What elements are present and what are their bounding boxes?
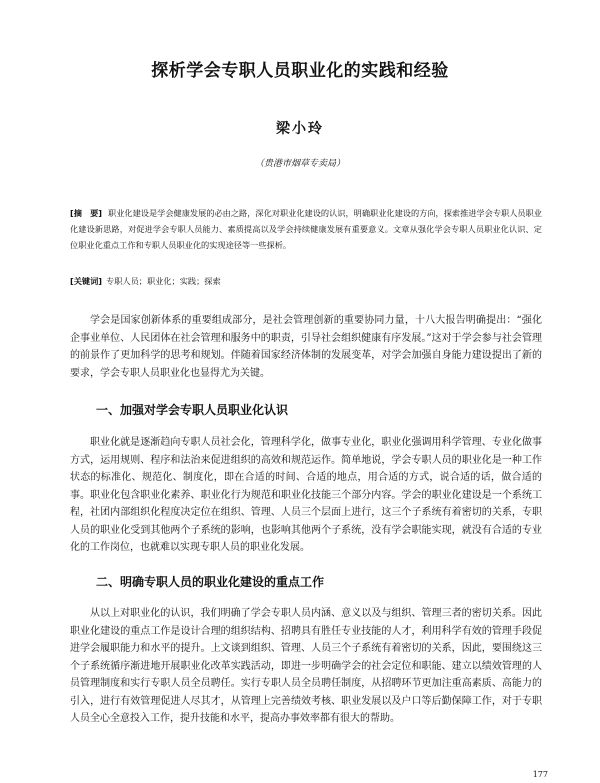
section-heading-2: 二、明确专职人员的职业化建设的重点工作 bbox=[96, 575, 325, 589]
author-affiliation: （贵港市烟草专卖局） bbox=[254, 159, 345, 169]
body-paragraph-section-1: 职业化就是逐渐趋向专职人员社会化，管理科学化，做事专业化，职业化强调用科学管理、专业化做事方式，运用规则、程序和法治来促进组织的高效和规范运作。简单地说，学会专职人员的职业化是一种工作状态的标准化、规范化、制度化，即在合适的时间、合适的地点，用合适的方式，说合适的话，做合适的事。职业化包含职业化素养、职业化行为规范和职业化技能三个部分内容。学会的职业化建设是一个系统工程，社团内部组织化程度决定位在组织、管理、人员三个层面上进行，这三个子系统有着密切的关系，专职人员的职业化受到其他两个子系统的影响，也影响其他两个子系统，没有学会职能实现，就没有合适的专业化的工作岗位，也就难以实现专职人员的职业化发展。 bbox=[70, 437, 542, 553]
section-heading-1: 一、加强对学会专职人员职业化认识 bbox=[96, 403, 289, 417]
article-title: 探析学会专职人员职业化的实践和经验 bbox=[151, 61, 449, 81]
body-paragraph-intro: 学会是国家创新体系的重要组成部分，是社会管理创新的重要协同力量，十八大报告明确提出：“强化企事业单位、人民团体在社会管理和服务中的职责，引导社会组织健康有序发展。”这对于学会参与社会管理的前景作了更加科学的思考和规划。伴随着国家经济体制的发展变革，对学会加强自身能力建设提出了新的要求，学会专职人员职业化也显得尤为关键。 bbox=[70, 315, 542, 379]
keywords-block bbox=[70, 273, 542, 289]
page-number: 177 bbox=[532, 770, 548, 779]
keywords-text: 专职人员；职业化；实践；探索 bbox=[106, 276, 221, 286]
abstract-text: 职业化建设是学会健康发展的必由之路，深化对职业化建设的认识，明确职业化建设的方向，探索推进学会专职人员职业化建设新思路，对促进学会专职人员能力、素质提高以及学会持续健康发展有重要意义。文章从强化学会专职人员职业化认识、定位职业化重点工作和专职人员职业化的实现途径等一些探析。 bbox=[70, 208, 542, 250]
abstract-block bbox=[70, 205, 542, 253]
abstract-label: [摘 要] bbox=[70, 208, 103, 218]
author-name: 梁小玲 bbox=[276, 121, 324, 137]
body-paragraph-section-2: 从以上对职业化的认识，我们明确了学会专职人员内涵、意义以及与组织、管理三者的密切关系。因此职业化建设的重点工作是设计合理的组织结构、招聘具有胜任专业技能的人才，利用科学有效的管理手段促进学会履职能力和水平的提升。上文谈到组织、管理、人员三个子系统有着密切的关系，因此，要围绕这三个子系统循序渐进地开展职业化改革实践活动，即进一步明确学会的社会定位和职能、建立以绩效管理的人员管理制度和实行专职人员全员聘任。实行专职人员全员聘任制度，从招聘环节更加注重高素质、高能力的引入，进行有效管理促进人尽其才，从管理上完善绩效考核、职业发展以及户口等后勤保障工作，对于专职人员全心全意投入工作，提升技能和水平，提高办事效率都有很大的帮助。 bbox=[70, 608, 542, 724]
keywords-label: [关键词] bbox=[70, 276, 103, 286]
